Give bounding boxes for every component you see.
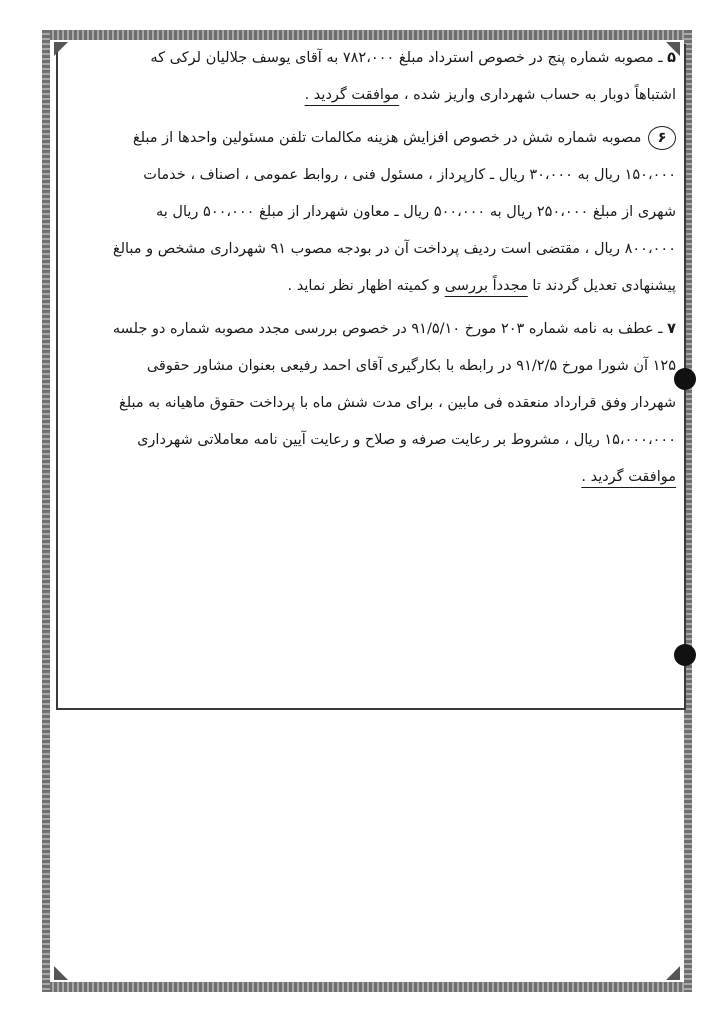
resolution-line [96,120,676,157]
resolution-item-5 [96,40,676,114]
corner-ornament [54,966,68,980]
resolution-line [96,194,676,231]
page-border-left [42,30,50,992]
document-body [96,40,676,502]
resolution-text: شهردار وفق قرارداد منعقده فی مابین ، برای مدت شش ماه با پرداخت حقوق ماهیانه به مبلغ [119,395,676,411]
item-number: ۵ [667,50,676,66]
decision-text: موافقت گردید . [581,469,676,485]
resolution-line [96,422,676,459]
resolution-text: اشتباهاً دوبار به حساب شهرداری واریز شده ، [403,87,676,103]
resolution-line [96,157,676,194]
corner-ornament [666,966,680,980]
resolution-text: ـ عطف به نامه شماره ۲۰۳ مورخ ۹۱/۵/۱۰ در خصوص بررسی مجدد مصوبه شماره دو جلسه [112,321,663,337]
resolution-line [96,231,676,268]
resolution-text: ۸۰۰،۰۰۰ ریال ، مقتضی است ردیف پرداخت آن در بودجه مصوب ۹۱ شهرداری مشخص و مبالغ [112,241,676,257]
resolution-text: ـ مصوبه شماره پنج در خصوص استرداد مبلغ ۷۸۲،۰۰۰ به آقای یوسف جلالیان لرکی که [150,50,663,66]
page-border-bottom [44,982,692,992]
resolution-text: ۱۵۰،۰۰۰ ریال به ۳۰،۰۰۰ ریال ـ کارپرداز ، مسئول فنی ، روابط عمومی ، اصناف ، خدمات [143,167,676,183]
resolution-text: ۱۲۵ آن شورا مورخ ۹۱/۲/۵ در رابطه با بکارگیری آقای احمد رفیعی بعنوان مشاور حقوقی [146,358,676,374]
decision-text: مجدداً بررسی [444,278,528,294]
resolution-text: پیشنهادی تعدیل گردند تا [532,278,676,294]
resolution-line [96,77,676,114]
resolution-line [96,40,676,77]
resolution-line [96,311,676,348]
resolution-text: ۱۵،۰۰۰،۰۰۰ ریال ، مشروط بر رعایت صرفه و صلاح و رعایت آیین نامه معاملاتی شهرداری [137,432,676,448]
page-border-top [44,30,692,40]
decision-text: موافقت گردید . [304,87,400,103]
corner-ornament [54,42,68,56]
resolution-line [96,268,676,305]
resolution-line [96,348,676,385]
item-number: ۷ [667,321,676,337]
resolution-item-7 [96,311,676,496]
punch-hole [674,368,696,390]
resolution-text: شهری از مبلغ ۲۵۰،۰۰۰ ریال به ۵۰۰،۰۰۰ ریال ـ معاون شهردار از مبلغ ۵۰۰،۰۰۰ ریال به [156,204,676,220]
punch-hole [674,644,696,666]
resolution-text: و کمیته اظهار نظر نماید . [287,278,441,294]
item-number: ۶ [648,126,676,150]
resolution-text: مصوبه شماره شش در خصوص افزایش هزینه مکالمات تلفن مسئولین واحدها از مبلغ [132,130,642,146]
resolution-item-6 [96,120,676,305]
resolution-line [96,385,676,422]
resolution-line [96,459,676,496]
